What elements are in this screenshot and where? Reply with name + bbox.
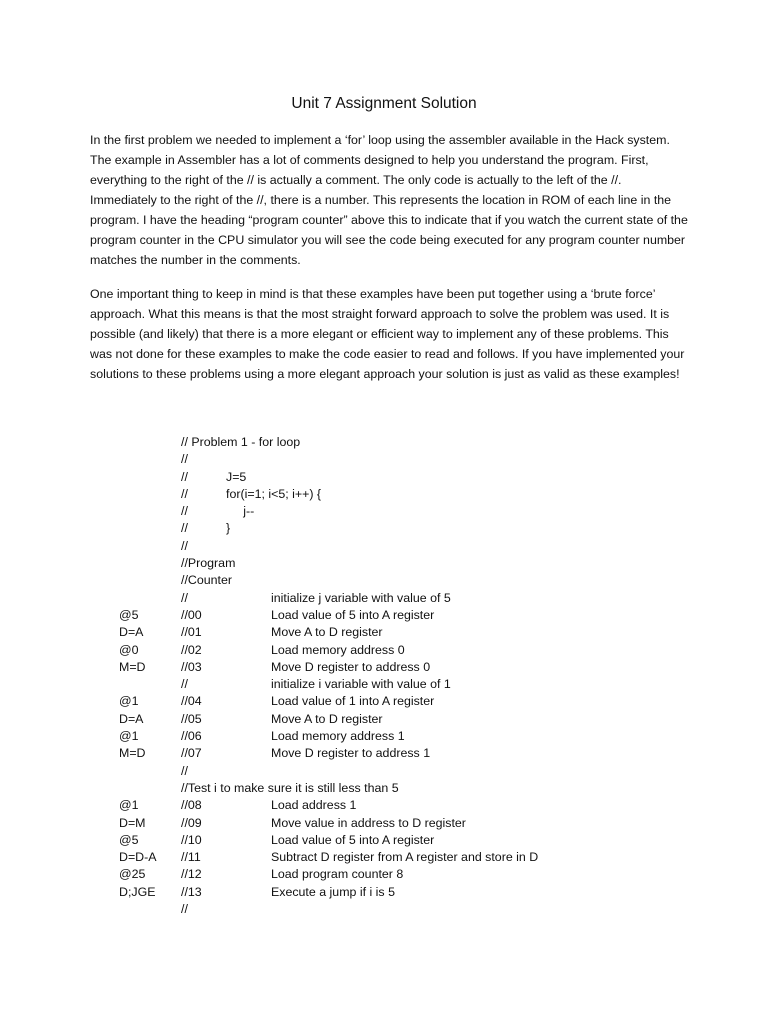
code-comment: //11 (181, 850, 201, 865)
code-header (0, 434, 768, 590)
code-comment: //04 (181, 694, 202, 709)
code-line (0, 607, 768, 624)
code-instruction: M=D (119, 746, 146, 761)
code-comment: //07 (181, 746, 202, 761)
code-description: Move value in address to D register (271, 815, 466, 830)
code-listing (0, 434, 768, 918)
code-comment: //08 (181, 798, 202, 813)
code-line (0, 763, 768, 780)
code-instruction: D=A (119, 625, 144, 640)
code-description: Load value of 1 into A register (271, 694, 435, 709)
code-line (0, 745, 768, 762)
code-instruction: D=M (119, 815, 146, 830)
code-description: initialize j variable with value of 5 (271, 590, 451, 605)
code-line (0, 693, 768, 710)
paragraph-1: In the first problem we needed to implement a ‘for’ loop using the assembler available in the Hack system. The example in Assembler has a lot of comments designed to help you understand the program. First, everything to the right of the // is actually a comment. The only code is actually to the left of the //. Immediately to the right of the //, there is a number. This represents the location in ROM of each line in the program. I have the heading “program counter” above this to indicate that if you watch the current state of the program counter in the CPU simulator you will see the code being executed for any program counter number matches the number in the comments. (90, 133, 688, 267)
header-line (0, 451, 768, 468)
code-comment: // (181, 902, 188, 917)
code-comment: //12 (181, 867, 202, 882)
header-comment: // (181, 452, 188, 467)
header-comment: // (181, 538, 188, 553)
code-instruction: @5 (119, 607, 139, 622)
code-instruction: @25 (119, 867, 146, 882)
code-description: Load value of 5 into A register (271, 832, 435, 847)
code-description: Load memory address 0 (271, 642, 405, 657)
header-code: for(i=1; i<5; i++) { (226, 486, 322, 501)
code-line (0, 728, 768, 745)
code-instruction: @1 (119, 729, 139, 744)
code-description: Subtract D register from A register and store in D (271, 850, 539, 865)
code-line (0, 624, 768, 641)
code-comment: //06 (181, 729, 202, 744)
code-description: Move D register to address 0 (271, 659, 431, 674)
header-comment: // (181, 486, 188, 501)
header-comment: // (181, 504, 188, 519)
code-comment: //09 (181, 815, 202, 830)
code-comment: //03 (181, 659, 202, 674)
code-line (0, 659, 768, 676)
code-line (0, 590, 768, 607)
code-comment: // (181, 763, 188, 778)
code-comment: //10 (181, 832, 202, 847)
code-description: Execute a jump if i is 5 (271, 884, 395, 899)
code-description: Load address 1 (271, 798, 357, 813)
code-description: Load value of 5 into A register (271, 607, 435, 622)
code-line (0, 815, 768, 832)
header-code: } (226, 521, 231, 536)
header-code: j-- (226, 504, 255, 519)
header-comment: //Program (181, 556, 236, 571)
code-description: Move A to D register (271, 711, 383, 726)
header-line (0, 486, 768, 503)
header-line (0, 520, 768, 537)
document-title: Unit 7 Assignment Solution (291, 95, 477, 112)
code-comment: //05 (181, 711, 202, 726)
code-instruction: @5 (119, 832, 139, 847)
header-comment: // (181, 521, 188, 536)
header-line (0, 555, 768, 572)
code-line (0, 832, 768, 849)
code-instruction: D=D-A (119, 850, 157, 865)
code-description: Move D register to address 1 (271, 746, 431, 761)
code-instruction: @1 (119, 694, 139, 709)
code-instruction: @0 (119, 642, 139, 657)
paragraph-2: One important thing to keep in mind is that these examples have been put together using a ‘brute force’ approach. What this means is that the most straight forward approach to solve the problem was used. It is possible (and likely) that there is a more elegant or efficient way to implement any of these problems. This was not done for these examples to make the code easier to read and follows. If you have implemented your solutions to these problems using a more elegant approach your solution is just as valid as these examples! (90, 287, 685, 381)
header-line (0, 572, 768, 589)
header-code: J=5 (226, 469, 247, 484)
code-instruction: D=A (119, 711, 144, 726)
code-line (0, 642, 768, 659)
code-comment: //13 (181, 884, 202, 899)
code-line (0, 884, 768, 901)
code-line (0, 711, 768, 728)
code-comment: //Test i to make sure it is still less than 5 (181, 780, 399, 795)
code-description: initialize i variable with value of 1 (271, 677, 451, 692)
code-lines (0, 590, 768, 919)
code-instruction: D;JGE (119, 884, 156, 899)
code-description: Load program counter 8 (271, 867, 404, 882)
code-line (0, 849, 768, 866)
code-line (0, 901, 768, 918)
code-comment: //01 (181, 625, 202, 640)
header-comment: // Problem 1 - for loop (181, 435, 301, 449)
code-comment: // (181, 677, 188, 692)
code-comment: // (181, 590, 188, 605)
header-line (0, 503, 768, 520)
code-comment: //00 (181, 607, 202, 622)
header-line (0, 538, 768, 555)
code-comment: //02 (181, 642, 202, 657)
code-line (0, 866, 768, 883)
header-line (0, 469, 768, 486)
code-description: Load memory address 1 (271, 729, 405, 744)
code-instruction: @1 (119, 798, 139, 813)
code-line (0, 797, 768, 814)
code-description: Move A to D register (271, 625, 383, 640)
code-line (0, 780, 768, 797)
header-comment: // (181, 469, 188, 484)
header-comment: //Counter (181, 573, 232, 588)
code-line (0, 676, 768, 693)
header-line (0, 434, 768, 451)
code-instruction: M=D (119, 659, 146, 674)
